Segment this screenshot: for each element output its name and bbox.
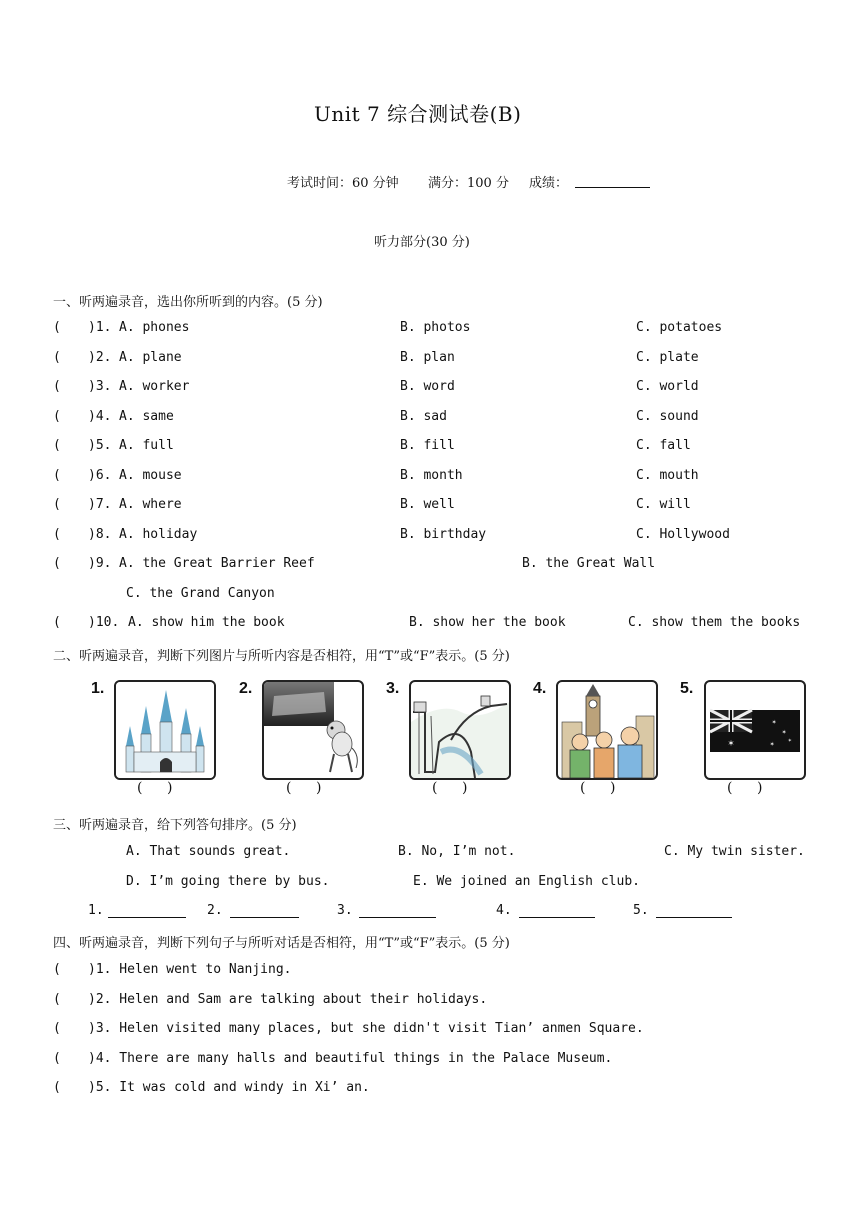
answer-option-e: E. We joined an English club. xyxy=(413,874,640,889)
option-a: A. same xyxy=(119,409,174,424)
question-number: )6. xyxy=(88,468,112,483)
part2-heading: 二、听两遍录音，判断下列图片与所听内容是否相符，用“T”或“F”表示。(5 分) xyxy=(53,649,510,664)
option-c: C. show them the books xyxy=(628,615,801,630)
option-b: B. fill xyxy=(400,438,455,453)
judgement-item: )1. Helen went to Nanjing. xyxy=(88,962,292,977)
paren-open: ( xyxy=(53,615,61,630)
paren-open: ( xyxy=(53,320,61,335)
score-blank[interactable] xyxy=(575,173,650,188)
paren-open: ( xyxy=(53,468,61,483)
option-a: A. worker xyxy=(119,379,190,394)
part4-heading: 四、听两遍录音，判断下列句子与所听对话是否相符，用“T”或“F”表示。(5 分) xyxy=(53,936,510,951)
question-number: )10. xyxy=(88,615,120,630)
option-a: A. plane xyxy=(119,350,182,365)
section-header: 听力部分(30 分) xyxy=(374,235,470,250)
answer-option-a: A. That sounds great. xyxy=(126,844,291,859)
option-c: C. sound xyxy=(636,409,699,424)
paren-open: ( xyxy=(53,438,61,453)
question-number: )5. xyxy=(88,438,112,453)
option-a: A. full xyxy=(119,438,174,453)
paren-open: ( xyxy=(53,992,61,1007)
paren-open: ( xyxy=(53,350,61,365)
option-c: C. world xyxy=(636,379,699,394)
picture-number: 4. xyxy=(533,680,547,697)
paren-open: ( xyxy=(53,962,61,977)
order-number: 4. xyxy=(496,903,512,918)
judgement-item: )5. It was cold and windy in Xi’ an. xyxy=(88,1080,370,1095)
picture-number: 1. xyxy=(91,680,105,697)
paren-open: ( xyxy=(53,379,61,394)
answer-option-b: B. No, I’m not. xyxy=(398,844,516,859)
judgement-item: )4. There are many halls and beautiful things in the Palace Museum. xyxy=(88,1051,613,1066)
paren-open: ( xyxy=(53,409,61,424)
picture-number: 3. xyxy=(386,680,400,697)
order-blank[interactable] xyxy=(656,903,732,918)
page-title: Unit 7 综合测试卷(B) xyxy=(314,102,522,126)
option-c: C. fall xyxy=(636,438,691,453)
option-a: A. phones xyxy=(119,320,190,335)
order-blank[interactable] xyxy=(519,903,595,918)
svg-text:✶: ✶ xyxy=(782,728,787,736)
option-c: C. Hollywood xyxy=(636,527,730,542)
option-a: A. show him the book xyxy=(128,615,285,630)
option-c: C. plate xyxy=(636,350,699,365)
judgement-item: )2. Helen and Sam are talking about their holidays. xyxy=(88,992,488,1007)
order-blank[interactable] xyxy=(108,903,186,918)
svg-text:✶: ✶ xyxy=(788,737,792,744)
svg-text:✶: ✶ xyxy=(772,718,777,726)
option-a: A. mouse xyxy=(119,468,182,483)
order-number: 2. xyxy=(207,903,223,918)
option-a: A. holiday xyxy=(119,527,198,542)
australian-flag-picture xyxy=(704,680,806,780)
order-number: 5. xyxy=(633,903,649,918)
option-b: B. the Great Wall xyxy=(522,556,656,571)
option-a: A. the Great Barrier Reef xyxy=(119,556,315,571)
option-b: B. photos xyxy=(400,320,471,335)
answer-paren[interactable]: ( ) xyxy=(137,780,173,796)
order-blank[interactable] xyxy=(230,903,299,918)
picture-number: 5. xyxy=(680,680,694,697)
part3-heading: 三、听两遍录音，给下列答句排序。(5 分) xyxy=(53,818,297,833)
option-b: B. word xyxy=(400,379,455,394)
full-marks: 满分：100 分 xyxy=(428,176,509,191)
paren-open: ( xyxy=(53,1080,61,1095)
option-c: C. the Grand Canyon xyxy=(126,586,275,601)
paren-open: ( xyxy=(53,1051,61,1066)
answer-paren[interactable]: ( ) xyxy=(432,780,468,796)
exam-time: 考试时间：60 分钟 xyxy=(287,176,399,191)
option-b: B. show her the book xyxy=(409,615,566,630)
question-number: )8. xyxy=(88,527,112,542)
option-c: C. will xyxy=(636,497,691,512)
question-number: )2. xyxy=(88,350,112,365)
paren-open: ( xyxy=(53,1021,61,1036)
option-a: A. where xyxy=(119,497,182,512)
great-wall-picture xyxy=(409,680,511,780)
score-label: 成绩： xyxy=(529,176,569,191)
answer-paren[interactable]: ( ) xyxy=(286,780,322,796)
question-number: )9. xyxy=(88,556,112,571)
waterfall-mouse-picture xyxy=(262,680,364,780)
castle-picture xyxy=(114,680,216,780)
order-number: 3. xyxy=(337,903,353,918)
paren-open: ( xyxy=(53,527,61,542)
option-c: C. mouth xyxy=(636,468,699,483)
answer-option-c: C. My twin sister. xyxy=(664,844,805,859)
answer-option-d: D. I’m going there by bus. xyxy=(126,874,330,889)
answer-paren[interactable]: ( ) xyxy=(727,780,763,796)
answer-paren[interactable]: ( ) xyxy=(580,780,616,796)
svg-text:✶: ✶ xyxy=(728,738,735,749)
option-c: C. potatoes xyxy=(636,320,723,335)
option-b: B. sad xyxy=(400,409,447,424)
judgement-item: )3. Helen visited many places, but she didn't visit Tian’ anmen Square. xyxy=(88,1021,644,1036)
picture-number: 2. xyxy=(239,680,253,697)
option-b: B. plan xyxy=(400,350,455,365)
paren-open: ( xyxy=(53,497,61,512)
question-number: )1. xyxy=(88,320,112,335)
part1-heading: 一、听两遍录音，选出你所听到的内容。(5 分) xyxy=(53,295,323,310)
order-number: 1. xyxy=(88,903,104,918)
question-number: )3. xyxy=(88,379,112,394)
paren-open: ( xyxy=(53,556,61,571)
svg-text:✶: ✶ xyxy=(770,740,775,748)
order-blank[interactable] xyxy=(359,903,436,918)
big-ben-people-picture xyxy=(556,680,658,780)
question-number: )7. xyxy=(88,497,112,512)
option-b: B. month xyxy=(400,468,463,483)
question-number: )4. xyxy=(88,409,112,424)
option-b: B. well xyxy=(400,497,455,512)
option-b: B. birthday xyxy=(400,527,487,542)
